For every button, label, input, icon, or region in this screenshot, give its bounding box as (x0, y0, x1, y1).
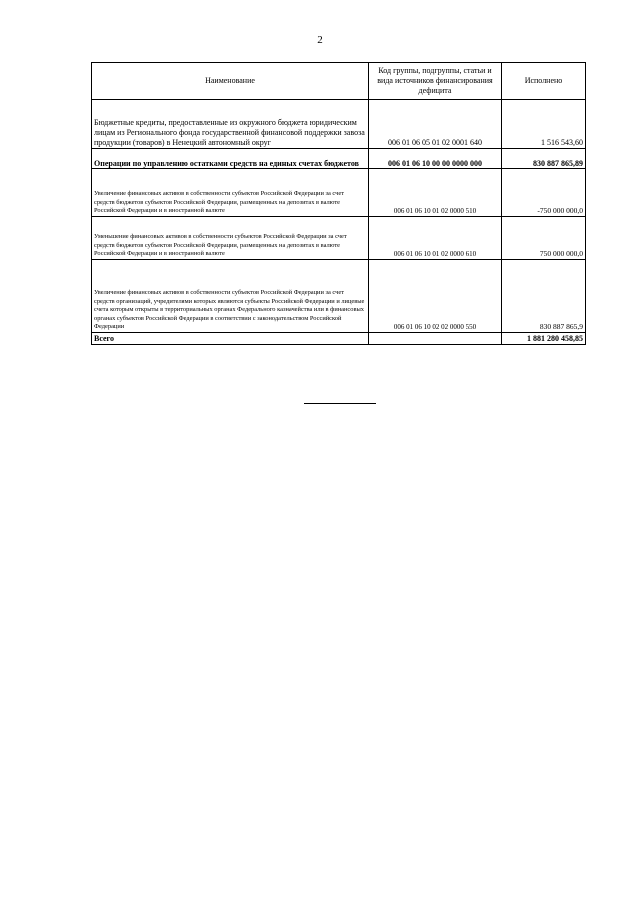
row-code: 006 01 06 10 01 02 0000 610 (369, 217, 502, 260)
total-amount: 1 881 280 458,85 (502, 333, 586, 345)
page-number: 2 (317, 34, 323, 46)
row-code: 006 01 06 05 01 02 0001 640 (369, 100, 502, 149)
row-amount: 830 887 865,9 (502, 260, 586, 333)
table-row (92, 149, 586, 169)
row-code: 006 01 06 10 00 00 0000 000 (369, 149, 502, 169)
row-amount: 750 000 000,0 (502, 217, 586, 260)
header-code: Код группы, подгруппы, статьи и вида источников финансирования дефицита (369, 63, 502, 100)
financing-table (91, 62, 586, 345)
table-total-row (92, 333, 586, 345)
table-row (92, 169, 586, 217)
row-name: Уменьшение финансовых активов в собственности субъектов Российской Федерации за счет средств бюджетов субъектов Российской Федерации, размещенных на депозитах в валюте Российской Федерации и в иностранной валюте (92, 217, 369, 260)
row-name: Операции по управлению остатками средств на единых счетах бюджетов (92, 149, 369, 169)
table-row (92, 217, 586, 260)
row-name: Увеличение финансовых активов в собственности субъектов Российской Федерации за счет средств бюджетов субъектов Российской Федерации, размещенных на депозитах в валюте Российской Федерации и в иностранной валюте (92, 169, 369, 217)
header-name: Наименование (92, 63, 369, 100)
table-header-row (92, 63, 586, 100)
row-amount: 830 887 865,89 (502, 149, 586, 169)
separator-line (304, 403, 376, 404)
table-row (92, 100, 586, 149)
total-label: Всего (92, 333, 369, 345)
row-name: Увеличение финансовых активов в собственности субъектов Российской Федерации за счет средств организаций, учредителями которых являются субъекты Российской Федерации и лицевые счета которым открыты в территориальных органах Федерального казначейства или в финансовых органах субъектов Российской Федерации в соответствии с законодательством Российской Федерации (92, 260, 369, 333)
row-amount: 1 516 543,60 (502, 100, 586, 149)
total-code (369, 333, 502, 345)
row-code: 006 01 06 10 01 02 0000 510 (369, 169, 502, 217)
row-name: Бюджетные кредиты, предоставленные из окружного бюджета юридическим лицам из Регионального фонда государственной финансовой поддержки завоза продукции (товаров) в Ненецкий автономный округ (92, 100, 369, 149)
header-amount: Исполнено (502, 63, 586, 100)
row-code: 006 01 06 10 02 02 0000 550 (369, 260, 502, 333)
table-row (92, 260, 586, 333)
row-amount: -750 000 000,0 (502, 169, 586, 217)
